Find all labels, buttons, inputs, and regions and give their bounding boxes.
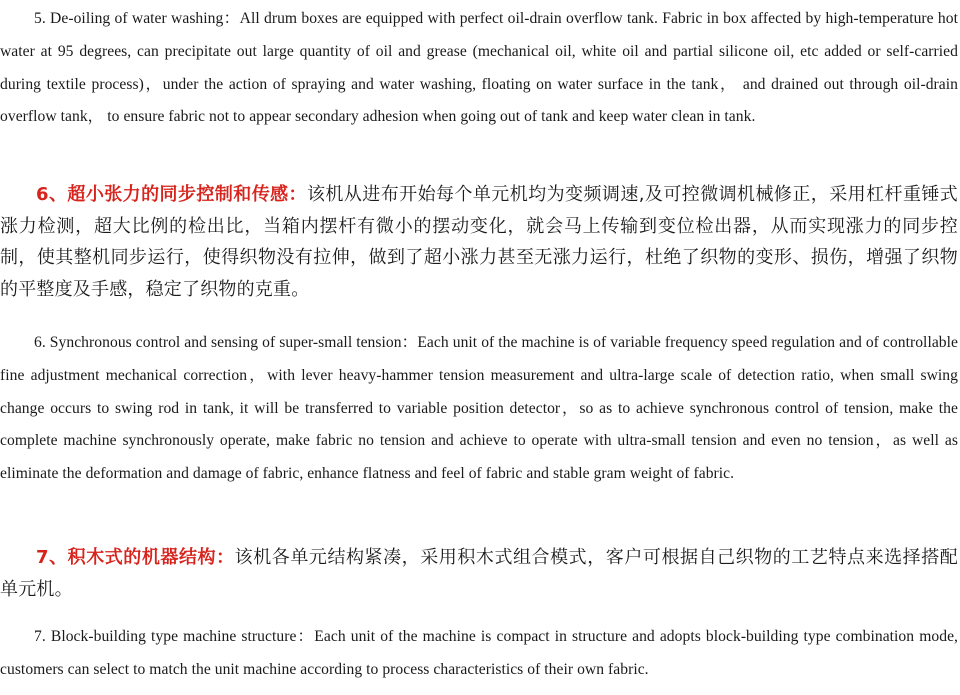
section-6-chinese-body: 该机从进布开始每个单元机均为变频调速,及可控微调机械修正，采用杠杆重锤式涨力检测，超大比例的检出比，当箱内摆杆有微小的摆动变化，就会马上传输到变位检出器，从而实现涨力的同步控制，使其整机同步运行，使得织物没有拉伸，做到了超小涨力甚至无涨力运行，杜绝了织物的变形、损伤，增强了织物的平整度及手感，稳定了织物的克重。 bbox=[0, 184, 959, 300]
section-5-english-paragraph: 5. De-oiling of water washing：All drum boxes are equipped with perfect oil-drain overflow tank. Fabric in box affected by high-temperature hot water at 95 degrees, can precipitate out large quantity of oil and grease (mechanical oil, white oil and partial silicone oil, etc added or self-carried during textile process)，under the action of spraying and water washing, floating on water surface in the tank， and drained out through oil-drain overflow tank， to ensure fabric not to appear secondary adhesion when going out of tank and keep water clean in tank. bbox=[0, 10, 958, 126]
section-7-chinese-paragraph bbox=[0, 542, 958, 605]
section-6-english-paragraph: 6. Synchronous control and sensing of super-small tension：Each unit of the machine is of variable frequency speed regulation and of controllable fine adjustment mechanical correction，with lever heavy-hammer tension measurement and ultra-large scale of detection ratio, when small swing change occurs to swing rod in tank, it will be transferred to variable position detector，so as to achieve synchronous control of tension, make the complete machine synchronously operate, make fabric no tension and achieve to operate with ultra-small tension and even no tension，as well as eliminate the deformation and damage of fabric, enhance flatness and feel of fabric and stable gram weight of fabric. bbox=[0, 334, 958, 483]
section-6-chinese-paragraph bbox=[0, 179, 958, 305]
section-6-chinese-heading: 6、超小张力的同步控制和传感： bbox=[36, 184, 307, 205]
section-7-english-paragraph: 7. Block-building type machine structure：Each unit of the machine is compact in structure and adopts block-building type combination mode, customers can select to match the unit machine according to process characteristics of their own fabric. bbox=[0, 628, 958, 678]
section-7-chinese-body: 该机各单元结构紧凑，采用积木式组合模式，客户可根据自己织物的工艺特点来选择搭配单元机。 bbox=[0, 547, 958, 600]
section-7-chinese-heading: 7、积木式的机器结构： bbox=[36, 547, 235, 568]
